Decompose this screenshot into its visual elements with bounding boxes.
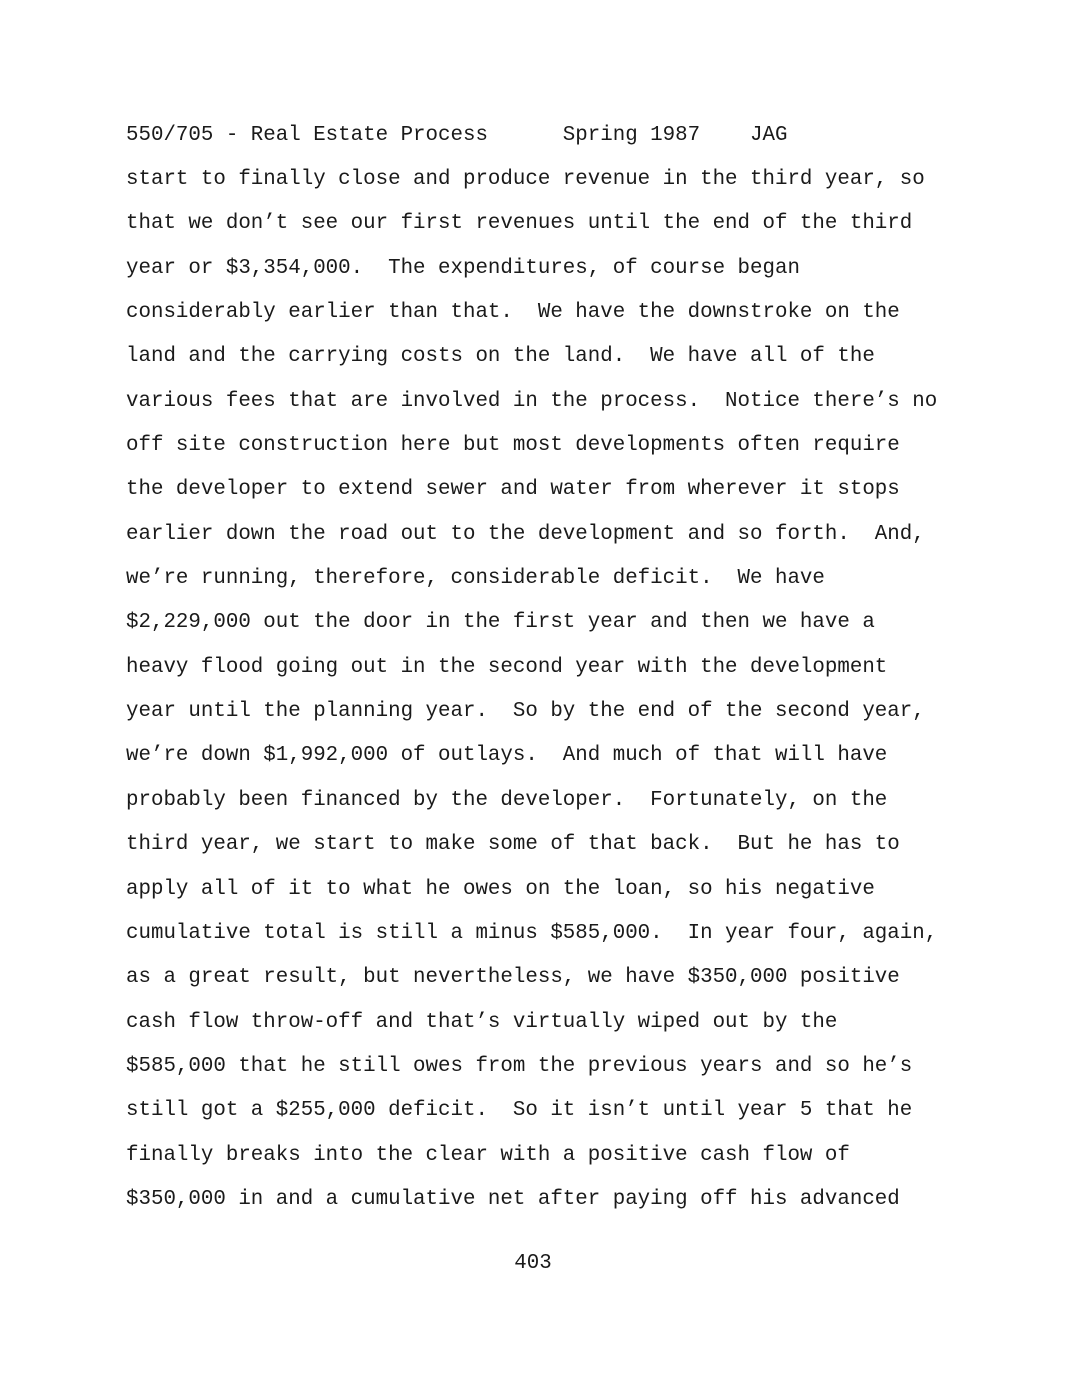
text-line: year or $3,354,000. The expenditures, of course began [126,256,800,280]
text-line: still got a $255,000 deficit. So it isn’t until year 5 that he [126,1099,913,1123]
text-line: $2,229,000 out the door in the first year and then we have a [126,611,875,635]
text-line: we’re down $1,992,000 of outlays. And much of that will have [126,744,888,768]
text-line: as a great result, but nevertheless, we have $350,000 positive [126,966,900,990]
page-header: 550/705 - Real Estate Process Spring 1987 JAG [126,124,788,147]
text-line: off site construction here but most developments often require [126,434,900,458]
text-line: year until the planning year. So by the end of the second year, [126,700,925,724]
transcript-body [126,166,937,1230]
text-line: land and the carrying costs on the land. We have all of the [126,345,875,369]
text-line: apply all of it to what he owes on the loan, so his negative [126,877,875,901]
text-line: the developer to extend sewer and water from wherever it stops [126,478,900,502]
text-line: probably been financed by the developer. Fortunately, on the [126,788,888,812]
text-line: considerably earlier than that. We have the downstroke on the [126,301,900,325]
page-number: 403 [514,1252,552,1275]
text-line: cumulative total is still a minus $585,000. In year four, again, [126,921,938,945]
text-line: $585,000 that he still owes from the previous years and so he’s [126,1054,913,1078]
text-line: $350,000 in and a cumulative net after paying off his advanced [126,1187,900,1211]
text-line: that we don’t see our first revenues until the end of the third [126,212,913,236]
text-line: we’re running, therefore, considerable deficit. We have [126,567,825,591]
text-line: third year, we start to make some of that back. But he has to [126,833,900,857]
text-line: cash flow throw-off and that’s virtually wiped out by the [126,1010,838,1034]
text-line: finally breaks into the clear with a positive cash flow of [126,1143,850,1167]
text-line: various fees that are involved in the process. Notice there’s no [126,389,938,413]
text-line: start to finally close and produce revenue in the third year, so [126,168,925,191]
text-line: earlier down the road out to the development and so forth. And, [126,522,925,546]
text-line: heavy flood going out in the second year with the development [126,655,888,679]
